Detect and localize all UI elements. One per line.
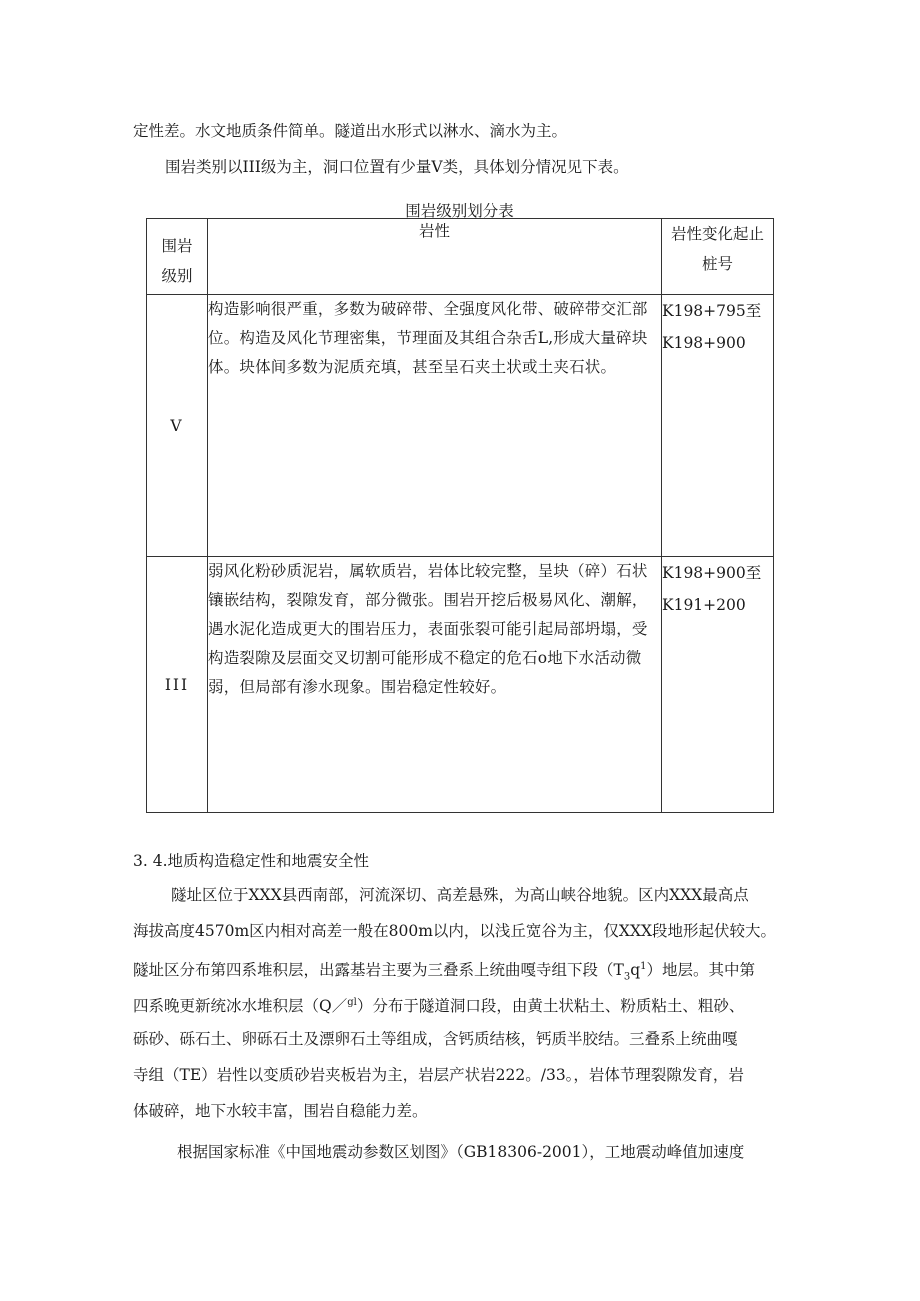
paragraph-line: 隧址区分布第四系堆积层，出露基岩主要为三叠系上统曲嘎寺组下段$(T_3q^1)$地层。其中第	[133, 961, 756, 983]
header-property-label: 岩性	[418, 222, 450, 240]
paragraph-line: 海拔高度4570m区内相对高差一般在800m以内，以浅丘宽谷为主，仅XXX段地形起伏较大。	[133, 922, 777, 940]
row-grade	[147, 557, 208, 813]
paragraph-line: 隧址区位于XXX县西南部，河流深切、高差悬殊，为高山峡谷地貌。区内XXX最高点	[171, 886, 749, 904]
row-pile-to: K191+200	[662, 596, 746, 614]
intro-line-2: 围岩类别以III级为主，洞口位置有少量V类，具体划分情况见下表。	[165, 158, 629, 176]
row-grade	[147, 295, 208, 557]
header-property	[208, 219, 662, 295]
row-grade-label: III	[164, 675, 190, 694]
header-grade-line1: 围岩	[161, 237, 193, 255]
table-row	[147, 557, 774, 813]
paragraph-line: 寺组（TE）岩性以变质砂岩夹板岩为主，岩层产状岩222。/33。，岩体节理裂隙发育，岩	[133, 1066, 744, 1084]
intro-line-1: 定性差。水文地质条件简单。隧道出水形式以淋水、滴水为主。	[133, 122, 568, 140]
rock-grade-table	[146, 218, 774, 813]
row-grade-label: V	[170, 416, 184, 435]
row-pile-range	[662, 557, 774, 813]
header-pile-line2: 桩号	[701, 255, 733, 273]
row-pile-range	[662, 295, 774, 557]
header-pile-line1: 岩性变化起止	[670, 225, 764, 243]
row-description: 构造影响很严重，多数为破碎带、全强度风化带、破碎带交汇部位。构造及风化节理密集，节理面及其组合杂舌L,形成大量碎块体。块体间多数为泥质充填，甚至呈石夹土状或土夹石状。	[208, 295, 662, 557]
paragraph-line: 体破碎，地下水较丰富，围岩自稳能力差。	[133, 1102, 428, 1120]
paragraph-line: 砾砂、砾石土、卵砾石土及漂卵石土等组成，含钙质结核，钙质半胶结。三叠系上统曲嘎	[133, 1030, 738, 1048]
row-pile-from: K198+795至	[662, 302, 762, 320]
paragraph-line: 四系晚更新统冰水堆积层（Q／$^{gl}$）分布于隧道洞口段，由黄土状粘土、粉质粘土、粗砂、	[133, 997, 745, 1016]
table-caption: 围岩级别划分表	[405, 202, 514, 220]
header-grade	[147, 219, 208, 295]
row-pile-from: K198+900至	[662, 564, 762, 582]
table-row	[147, 295, 774, 557]
header-pile	[662, 219, 774, 295]
row-pile-to: K198+900	[662, 334, 746, 352]
table-header-row	[147, 219, 774, 295]
row-description: 弱风化粉砂质泥岩，属软质岩，岩体比较完整，呈块（碎）石状镶嵌结构，裂隙发育，部分微张。围岩开挖后极易风化、潮解，遇水泥化造成更大的围岩压力，表面张裂可能引起局部坍塌，受构造裂隙及层面交叉切割可能形成不稳定的危石o地下水活动微弱，但局部有渗水现象。围岩稳定性较好。	[208, 557, 662, 813]
geology-paragraph	[133, 883, 776, 1135]
header-grade-line2: 级别	[161, 267, 193, 285]
section-heading: 3. 4.地质构造稳定性和地震安全性	[133, 852, 370, 870]
seismic-paragraph: 根据国家标准《中国地震动参数区划图》（GB18306-2001），工地震动峰值加速度	[177, 1143, 745, 1161]
